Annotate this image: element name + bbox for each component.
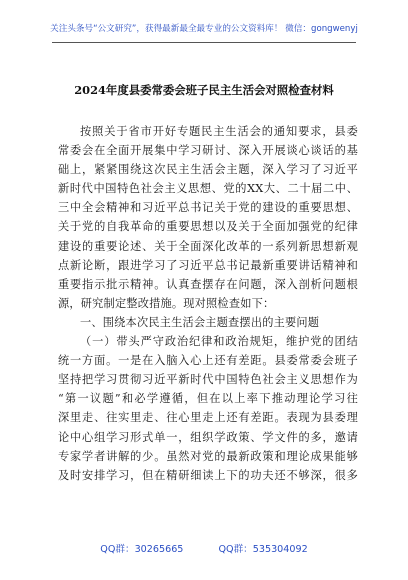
qq-group-2: QQ群：535304092 — [218, 544, 308, 555]
text-line: 深里走、往实里走、往心里走上还有差距。表现为县委理 — [58, 411, 358, 425]
text-line: 建设的重要论述、关于全面深化改革的一系列新思想新观 — [58, 239, 358, 253]
header-divider — [52, 42, 356, 43]
section-heading: 一、围绕本次民主生活会主题查摆出的主要问题 — [80, 315, 320, 329]
paragraph-intro — [58, 122, 358, 313]
text-line: 常委会在全面开展集中学习研讨、深入开展谈心谈话的基 — [58, 144, 358, 158]
text-line: 础上，紧紧围绕这次民主生活会主题，深入学习了习近平 — [58, 163, 358, 177]
text-line: 关于党的自我革命的重要思想以及关于全面加强党的纪律 — [58, 220, 358, 234]
text-line: 点新论断，跟进学习了习近平总书记最新重要讲话精神和 — [58, 258, 358, 272]
text-line: 统一方面。一是在入脑入心上还有差距。县委常委会班子 — [58, 354, 358, 368]
footer-qq-groups — [0, 541, 408, 555]
text-line: 重要指示批示精神。认真查摆存在问题，深入剖析问题根 — [58, 277, 358, 291]
paragraph-section-one — [58, 332, 358, 485]
text-line: 源，研究制定整改措施。现对照检查如下： — [58, 296, 275, 310]
document-body — [58, 122, 358, 485]
text-line: 按照关于省市开好专题民主生活会的通知要求，县委 — [80, 125, 358, 138]
document-title: 2024年度县委常委会班子民主生活会对照检查材料 — [74, 83, 334, 97]
text-line: 新时代中国特色社会主义思想、党的XX大、二十届二中、 — [58, 182, 358, 196]
text-line: 坚持把学习贯彻习近平新时代中国特色社会主义思想作为 — [58, 373, 358, 387]
header-banner: 关注头条号“公文研究”，获得最新最全最专业的公文资料库！ 微信：gongwenyj — [50, 24, 358, 34]
qq-group-1: QQ群：30265665 — [100, 544, 184, 555]
text-line: 专家学者讲解的少。虽然对党的最新政策和理论成果能够 — [58, 449, 358, 463]
text-line: 三中全会精神和习近平总书记关于党的建设的重要思想、 — [58, 201, 358, 215]
text-line: （一）带头严守政治纪律和政治规矩，维护党的团结 — [80, 335, 358, 349]
text-line: 及时安排学习，但在精研细读上下的功夫还不够深，很多 — [58, 468, 358, 482]
text-line: “第一议题”和必学遵循，但在以上率下推动理论学习往 — [58, 392, 358, 406]
text-line: 论中心组学习形式单一，组织学政策、学文件的多，邀请 — [58, 430, 358, 444]
